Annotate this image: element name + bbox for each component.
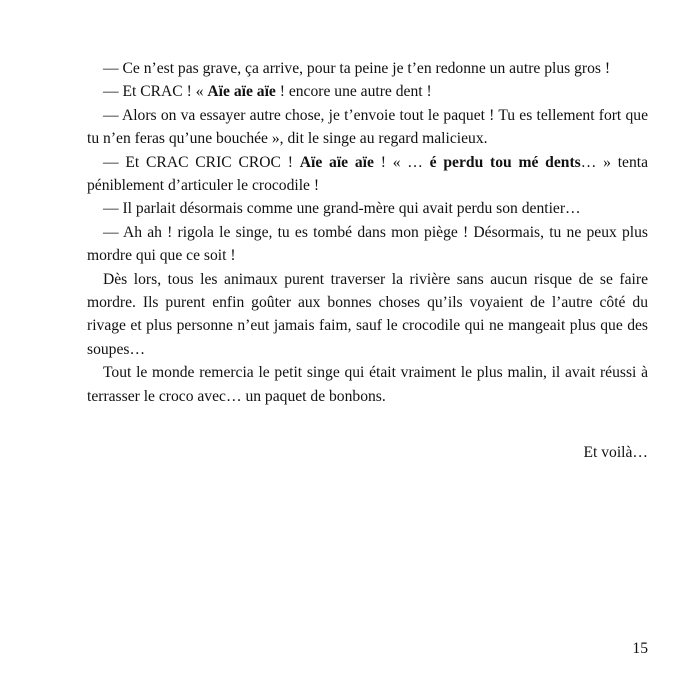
- text-span: ! « …: [373, 153, 430, 171]
- paragraph: [87, 57, 648, 80]
- paragraph: [87, 268, 648, 362]
- bold-text: Aïe aïe aïe: [207, 83, 276, 101]
- text-span: ! encore une autre dent !: [275, 83, 432, 101]
- paragraph: [87, 361, 648, 408]
- story-text: [87, 57, 648, 408]
- paragraph: [87, 151, 648, 198]
- text-span: — Alors on va essayer autre chose, je t’envoie tout le paquet ! Tu es tellement fort que tu n’en feras qu’une bouchée », dit le singe au regard malicieux.: [87, 106, 648, 148]
- paragraph: [87, 197, 648, 220]
- text-span: — Et CRAC ! «: [103, 83, 208, 101]
- bold-text: é perdu tou mé dents: [429, 153, 581, 171]
- paragraph: [87, 80, 648, 103]
- paragraph: [87, 104, 648, 151]
- text-span: — Il parlait désormais comme une grand-mère qui avait perdu son dentier…: [103, 200, 581, 218]
- text-span: — Ce n’est pas grave, ça arrive, pour ta peine je t’en redonne un autre plus gros !: [103, 60, 611, 77]
- bold-text: Aïe aïe aïe: [299, 153, 374, 171]
- text-span: — Ah ah ! rigola le singe, tu es tombé dans mon piège ! Désormais, tu ne peux plus mordre qui que ce soit !: [87, 223, 648, 265]
- text-span: — Et CRAC CRIC CROC !: [103, 153, 300, 171]
- paragraph: [87, 221, 648, 268]
- text-span: Tout le monde remercia le petit singe qui était vraiment le plus malin, il avait réussi à terrasser le croco avec… un paquet de bonbons.: [87, 364, 648, 405]
- text-span: … » tenta péniblement d’articuler le crocodile !: [87, 153, 648, 195]
- closing-line: Et voilà…: [583, 444, 648, 461]
- text-span: Dès lors, tous les animaux purent traverser la rivière sans aucun risque de se faire mordre. Ils purent enfin goûter aux bonnes choses qu’ils voyaient de l’autre côté du rivage et plus personne n’eut jamais faim, sauf le crocodile qui ne mangeait plus que des soupes…: [87, 270, 648, 358]
- page-number: 15: [632, 640, 648, 657]
